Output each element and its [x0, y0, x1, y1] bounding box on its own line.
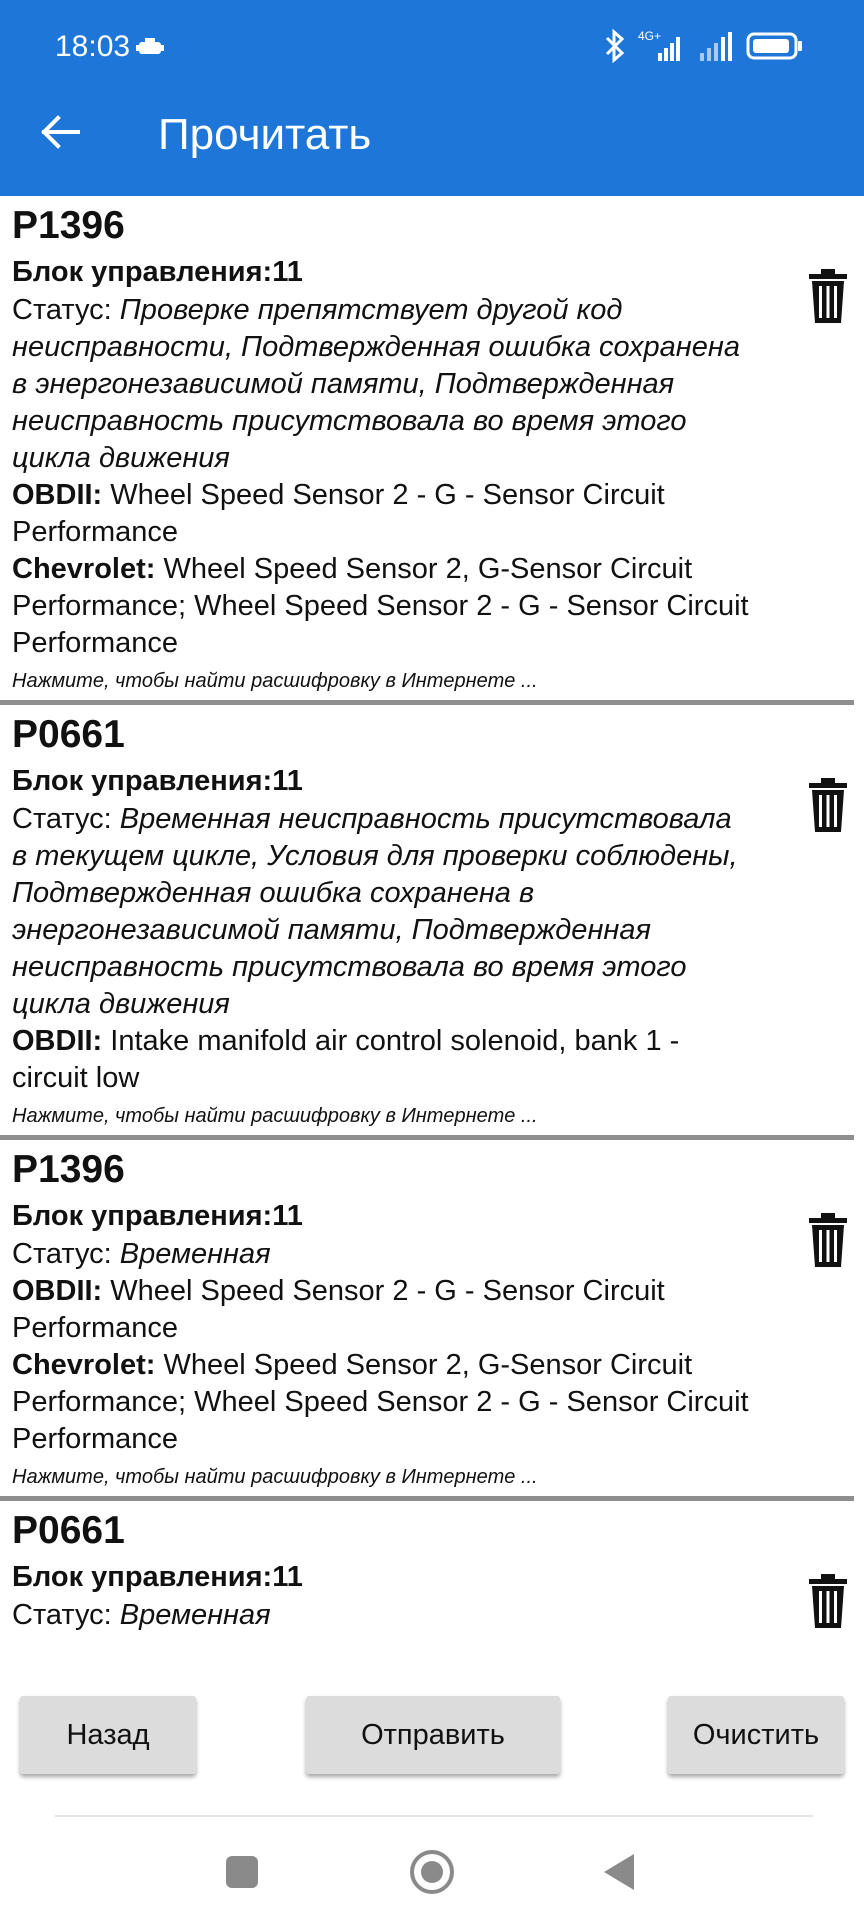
status-icons [602, 26, 804, 66]
control-unit: Блок управления:11 [12, 765, 303, 797]
code-item[interactable] [0, 705, 854, 1140]
obd-description: OBDII: Wheel Speed Sensor 2 - G - Sensor Circuit Performance [12, 479, 665, 548]
code-title: P1396 [12, 1148, 125, 1191]
status-line: Статус: Временная [12, 1238, 271, 1270]
search-online-link[interactable]: Нажмите, чтобы найти расшифровку в Интернете ... [12, 1105, 538, 1127]
obd-description: OBDII: Intake manifold air control solenoid, bank 1 - circuit low [12, 1025, 680, 1094]
status-line: Статус: Временная [12, 1599, 271, 1631]
signal-icon [638, 29, 686, 63]
back-button[interactable]: Назад [20, 1696, 196, 1774]
search-online-link[interactable]: Нажмите, чтобы найти расшифровку в Интернете ... [12, 1466, 538, 1488]
back-arrow-icon[interactable] [38, 110, 82, 154]
bluetooth-icon [602, 29, 628, 63]
control-unit: Блок управления:11 [12, 1200, 303, 1232]
page-title: Прочитать [158, 110, 372, 159]
battery-icon [746, 31, 804, 61]
send-button[interactable]: Отправить [306, 1696, 560, 1774]
maker-description: Chevrolet: Wheel Speed Sensor 2, G-Sensor Circuit Performance; Wheel Speed Sensor 2 - G - Sensor Circuit Performance [12, 553, 749, 659]
trash-icon[interactable] [806, 1212, 850, 1268]
app-header [0, 0, 864, 196]
recents-square-icon[interactable] [218, 1848, 266, 1896]
code-title: P1396 [12, 204, 125, 247]
code-item[interactable] [0, 1140, 854, 1501]
action-bar [0, 1696, 864, 1776]
trash-icon[interactable] [806, 777, 850, 833]
system-nav-bar [0, 1830, 864, 1920]
trouble-code-list[interactable] [0, 196, 864, 1656]
status-line: Статус: Временная неисправность присутствовала в текущем цикле, Условия для проверки соблюдены, Подтвержденная ошибка сохранена в энергонезависимой памяти, Подтвержденная неисправность присутствовала во время этого цикла движения [12, 803, 738, 1020]
status-time: 18:03 [55, 30, 131, 63]
home-circle-icon[interactable] [408, 1848, 456, 1896]
signal-icon-2 [696, 29, 736, 63]
code-item[interactable] [0, 196, 854, 705]
obd-description: OBDII: Wheel Speed Sensor 2 - G - Sensor Circuit Performance [12, 1275, 665, 1344]
code-item[interactable] [0, 1501, 854, 1640]
control-unit: Блок управления:11 [12, 256, 303, 288]
trash-icon[interactable] [806, 268, 850, 324]
search-online-link[interactable]: Нажмите, чтобы найти расшифровку в Интернете ... [12, 670, 538, 692]
status-line: Статус: Проверке препятствует другой код неисправности, Подтвержденная ошибка сохранена в энергонезависимой памяти, Подтвержденная неисправность присутствовала во время этого цикла движения [12, 294, 740, 474]
maker-description: Chevrolet: Wheel Speed Sensor 2, G-Sensor Circuit Performance; Wheel Speed Sensor 2 - G - Sensor Circuit Performance [12, 1349, 749, 1455]
car-icon [136, 36, 164, 58]
clear-button[interactable]: Очистить [668, 1696, 844, 1774]
trash-icon[interactable] [806, 1573, 850, 1629]
code-title: P0661 [12, 1509, 125, 1552]
control-unit: Блок управления:11 [12, 1561, 303, 1593]
code-title: P0661 [12, 713, 125, 756]
back-triangle-icon[interactable] [596, 1848, 644, 1896]
network-type: 4G+ [638, 29, 662, 43]
nav-divider [55, 1815, 813, 1817]
